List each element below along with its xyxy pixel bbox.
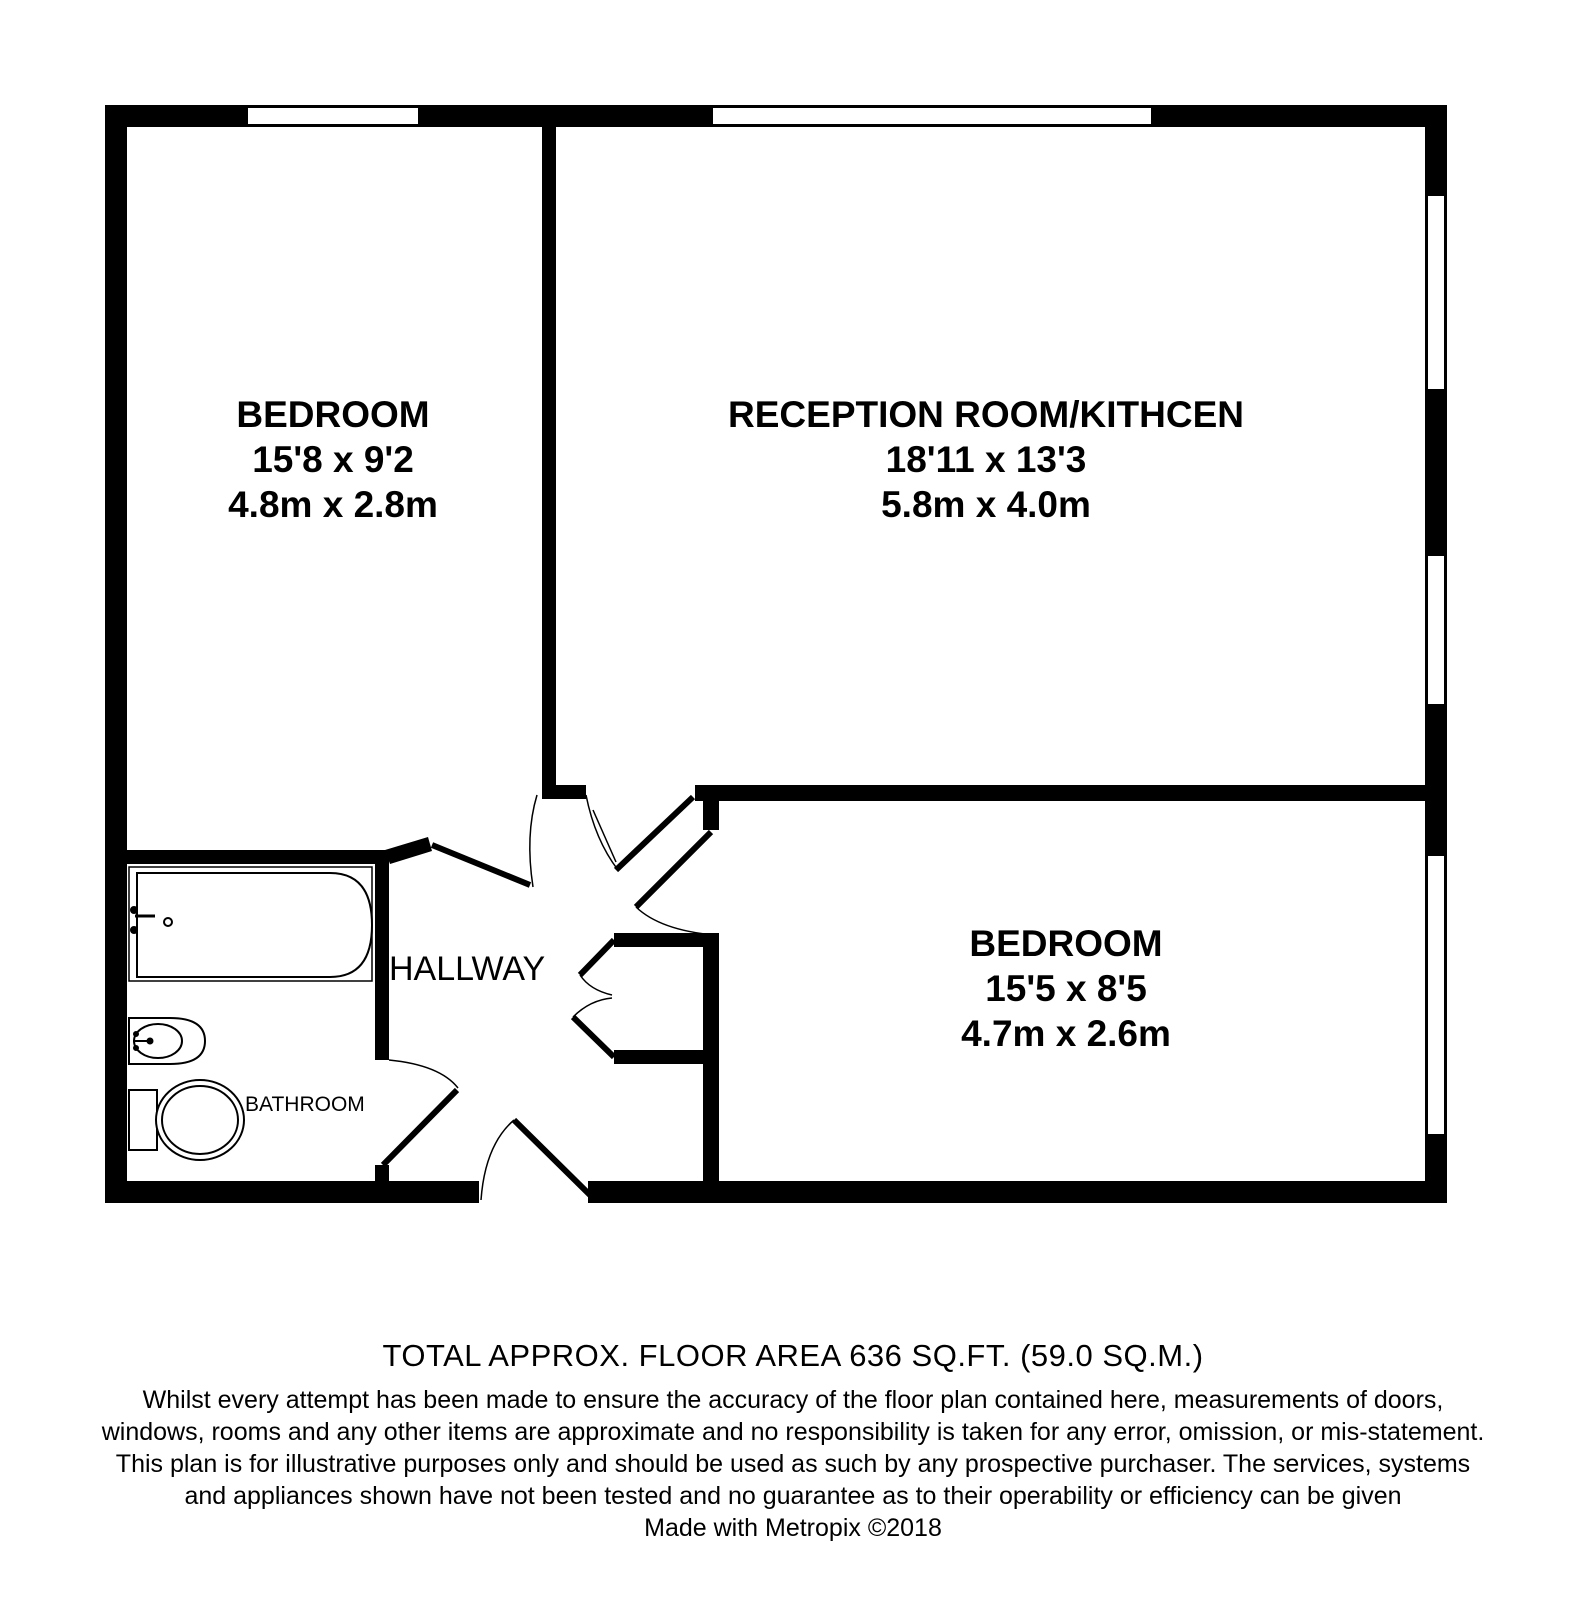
credit-text: Made with Metropix ©2018 — [644, 1514, 942, 1542]
bedroom-right-name: BEDROOM — [969, 923, 1163, 964]
reception-name: RECEPTION ROOM/KITHCEN — [728, 394, 1244, 435]
doors — [383, 795, 714, 1200]
window-top-reception — [712, 107, 1152, 125]
bath-tub-icon — [129, 867, 372, 981]
bedroom-left-metric: 4.8m x 2.8m — [228, 484, 438, 525]
total-floor-area: TOTAL APPROX. FLOOR AREA 636 SQ.FT. (59.0 SQ.M.) — [382, 1338, 1204, 1373]
bathroom-label: BATHROOM — [245, 1093, 365, 1116]
toilet-icon — [129, 1080, 244, 1160]
reception-metric: 5.8m x 4.0m — [881, 484, 1091, 525]
window-right-2 — [1427, 555, 1445, 705]
window-right-1 — [1427, 195, 1445, 390]
hallway-label: HALLWAY — [389, 950, 546, 988]
sink-icon — [129, 1018, 205, 1064]
reception-imperial: 18'11 x 13'3 — [885, 439, 1087, 480]
bedroom-right-metric: 4.7m x 2.6m — [961, 1013, 1171, 1054]
bedroom-right-imperial: 15'5 x 8'5 — [985, 968, 1147, 1009]
outer-walls — [105, 105, 1447, 1203]
window-right-3 — [1427, 855, 1445, 1135]
internal-walls — [125, 125, 1447, 1185]
bedroom-left-name: BEDROOM — [236, 394, 430, 435]
window-top-left — [247, 107, 419, 125]
plan-footer — [0, 1338, 1586, 1544]
bedroom-left-imperial: 15'8 x 9'2 — [252, 439, 414, 480]
disclaimer-text: Whilst every attempt has been made to ensure the accuracy of the floor plan contained here, measurements of doors, windows, rooms and any other items are approximate and no responsibility is taken for any error, omission, or mis-statement. This plan is for illustrative purposes only and should be used as such by any prospective purchaser. The services, systems and appliances shown have not been tested and no guarantee as to their operability or efficiency can be given — [101, 1386, 1485, 1510]
